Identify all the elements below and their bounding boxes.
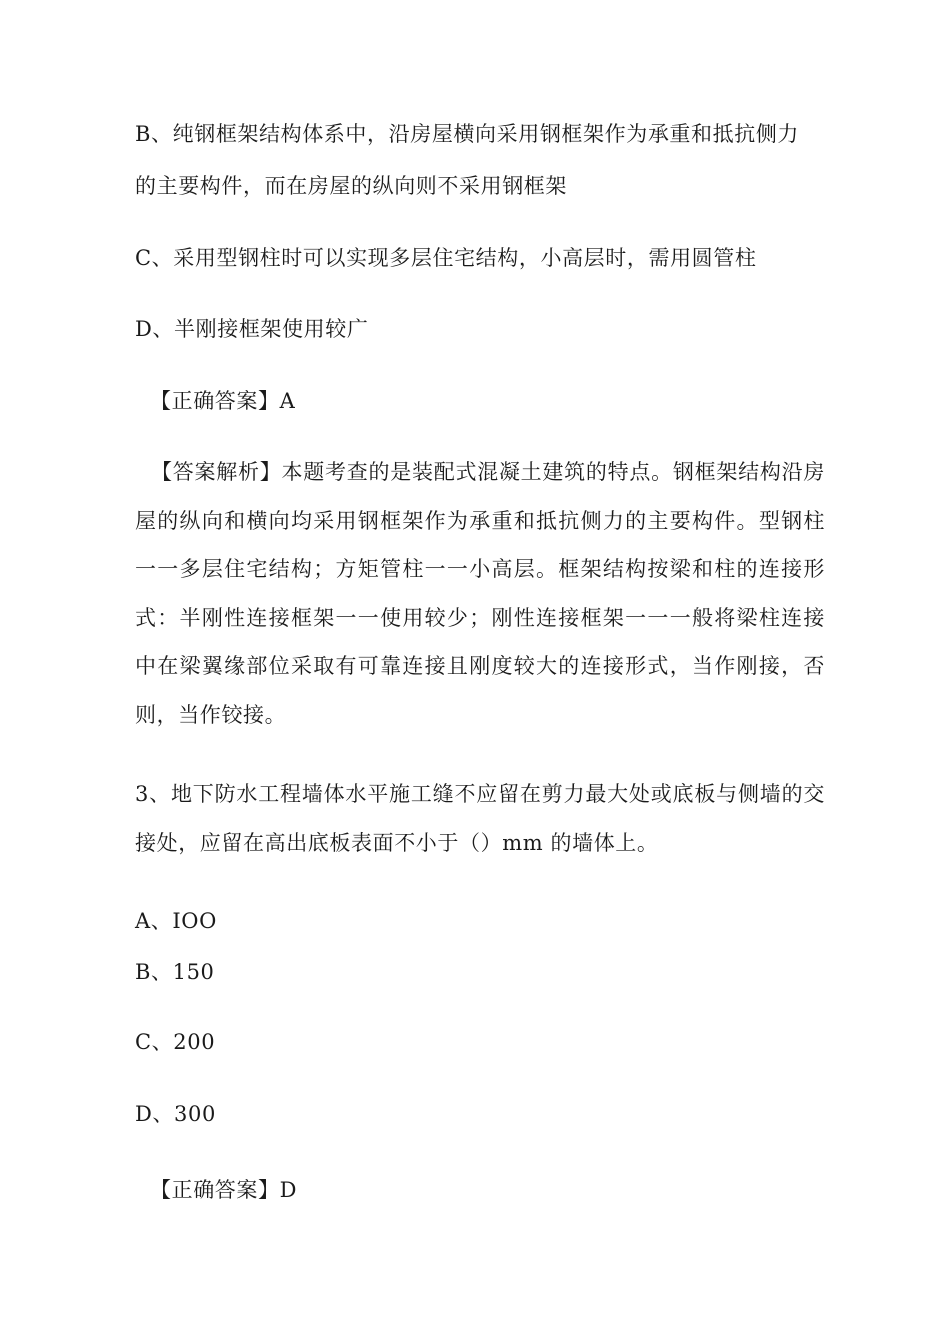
q2-correct-answer: 【正确答案】A	[150, 389, 296, 413]
q3-question-stem: 3、地下防水工程墙体水平施工缝不应留在剪力最大处或底板与侧墙的交接处，应留在高出底板表面不小于（）mm 的墙体上。	[135, 782, 825, 855]
q3-option-c: C、200	[135, 1030, 216, 1054]
q2-option-c: C、采用型钢柱时可以实现多层住宅结构，小高层时，需用圆管柱	[135, 246, 757, 270]
q3-correct-answer: 【正确答案】D	[150, 1178, 298, 1202]
q2-option-b-line2: 的主要构件，而在房屋的纵向则不采用钢框架	[135, 174, 567, 198]
q2-option-d: D、半刚接框架使用较广	[135, 317, 369, 341]
q3-option-b: B、150	[135, 960, 215, 984]
q3-option-a: A、IOO	[135, 909, 217, 933]
q3-option-d: D、300	[135, 1102, 216, 1126]
q2-answer-analysis: 【答案解析】本题考查的是装配式混凝土建筑的特点。钢框架结构沿房屋的纵向和横向均采用钢框架作为承重和抵抗侧力的主要构件。型钢柱一一多层住宅结构；方矩管柱一一小高层。框架结构按梁和柱的连接形式：半刚性连接框架一一使用较少；刚性连接框架一一一般将梁柱连接中在梁翼缘部位采取有可靠连接且刚度较大的连接形式，当作刚接，否则，当作铰接。	[135, 460, 825, 727]
q2-option-b-line1: B、纯钢框架结构体系中，沿房屋横向采用钢框架作为承重和抵抗侧力	[135, 122, 800, 146]
